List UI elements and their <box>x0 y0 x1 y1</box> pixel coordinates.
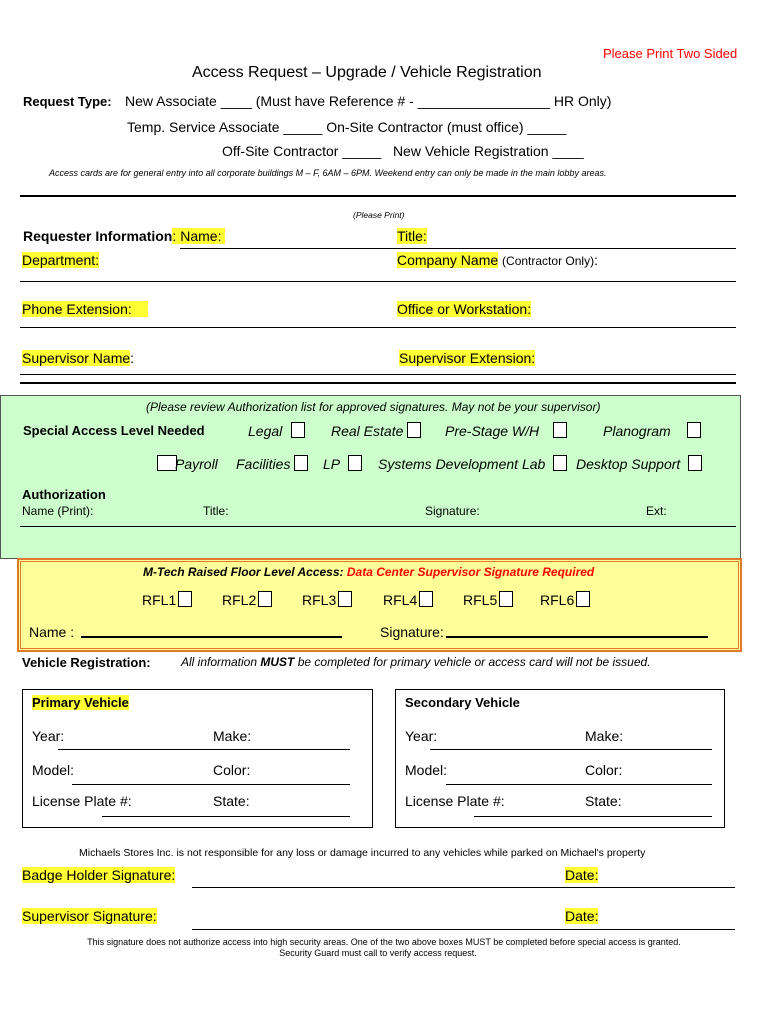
primary-make-label: Make: <box>213 728 252 744</box>
auth-name-print-label: Name (Print): <box>22 504 94 518</box>
vehicle-registration-label: Vehicle Registration: <box>22 655 151 670</box>
primary-year-make-line[interactable] <box>58 749 350 750</box>
checkbox-icon[interactable] <box>338 591 352 607</box>
rfl2-option[interactable]: RFL2 <box>222 591 272 608</box>
department-line <box>20 281 736 282</box>
security-note-line1: This signature does not authorize access into high security areas. One of the two above boxes MUST be completed before special access is granted. <box>87 937 681 947</box>
title-field-label: Title: <box>397 228 427 244</box>
mtech-name-label: Name : <box>29 624 75 640</box>
request-type-line3: Off-Site Contractor _____ New Vehicle Registration ____ <box>222 143 584 159</box>
vehicle-registration-note: All information MUST be completed for primary vehicle or access card will not be issued. <box>181 655 651 669</box>
checkbox-icon[interactable] <box>258 591 272 607</box>
primary-model-label: Model: <box>32 762 75 778</box>
badge-date-label: Date: <box>565 867 599 883</box>
company-name-label: Company Name (Contractor Only): <box>397 252 598 268</box>
supervisor-extension-label: Supervisor Extension: <box>399 350 536 366</box>
option-facilities[interactable]: Facilities <box>236 455 308 472</box>
supervisor-signature-label: Supervisor Signature: <box>22 908 157 924</box>
special-access-box <box>0 395 741 559</box>
checkbox-icon[interactable] <box>178 591 192 607</box>
office-workstation-label: Office or Workstation: <box>397 301 532 317</box>
department-label: Department: <box>22 252 100 268</box>
checkbox-icon[interactable] <box>553 455 567 471</box>
supervisor-double-line <box>20 382 736 384</box>
secondary-state-label: State: <box>585 793 622 809</box>
secondary-year-make-line[interactable] <box>430 749 712 750</box>
secondary-license-state-line[interactable] <box>474 816 712 817</box>
checkbox-icon[interactable] <box>553 422 567 438</box>
supervisor-signature-line[interactable] <box>192 929 735 930</box>
access-card-note: Access cards are for general entry into all corporate buildings M – F, 6AM – 6PM. Weekend entry can only be made in the main lobby areas. <box>49 168 607 178</box>
badge-holder-signature-label: Badge Holder Signature: <box>22 867 176 883</box>
phone-line <box>20 327 736 328</box>
checkbox-icon[interactable] <box>419 591 433 607</box>
supervisor-name-label: Supervisor Name: <box>22 350 135 366</box>
mtech-signature-line[interactable] <box>446 636 708 638</box>
liability-disclaimer: Michaels Stores Inc. is not responsible for any loss or damage incurred to any vehicles while parked on Michael's property <box>79 847 646 859</box>
section-divider <box>20 195 736 197</box>
rfl4-option[interactable]: RFL4 <box>383 591 433 608</box>
secondary-make-label: Make: <box>585 728 624 744</box>
rfl5-option[interactable]: RFL5 <box>463 591 513 608</box>
auth-ext-label: Ext: <box>646 504 667 518</box>
checkbox-icon[interactable] <box>294 455 308 471</box>
primary-model-color-line[interactable] <box>72 784 350 785</box>
request-type-line1: New Associate ____ (Must have Reference # - _________________ HR Only) <box>125 93 612 109</box>
mtech-label: M-Tech Raised Floor Level Access: Data Center Supervisor Signature Required <box>143 565 595 579</box>
secondary-year-label: Year: <box>405 728 438 744</box>
rfl3-option[interactable]: RFL3 <box>302 591 352 608</box>
option-pre-stage[interactable]: Pre-Stage W/H <box>445 422 567 439</box>
option-planogram[interactable]: Planogram <box>603 422 701 439</box>
requester-info-label: Requester Information: Name: <box>23 228 225 244</box>
print-two-sided-note: Please Print Two Sided <box>603 46 738 61</box>
authorization-review-note: (Please review Authorization list for approved signatures. May not be your supervisor) <box>146 400 601 414</box>
rfl1-option[interactable]: RFL1 <box>142 591 192 608</box>
secondary-color-label: Color: <box>585 762 623 778</box>
primary-year-label: Year: <box>32 728 65 744</box>
option-sys-dev-lab[interactable]: Systems Development Lab <box>378 455 567 472</box>
supervisor-date-label: Date: <box>565 908 599 924</box>
checkbox-icon[interactable] <box>687 422 701 438</box>
checkbox-icon[interactable] <box>688 455 702 471</box>
option-payroll[interactable]: Payroll <box>157 455 218 472</box>
special-access-label: Special Access Level Needed <box>23 423 205 438</box>
primary-state-label: State: <box>213 793 250 809</box>
option-lp[interactable]: LP <box>323 455 362 472</box>
supervisor-line <box>20 374 736 375</box>
primary-vehicle-heading: Primary Vehicle <box>32 695 129 710</box>
primary-color-label: Color: <box>213 762 251 778</box>
request-type-line2: Temp. Service Associate _____ On-Site Contractor (must office) _____ <box>127 119 567 135</box>
secondary-model-label: Model: <box>405 762 448 778</box>
primary-license-label: License Plate #: <box>32 793 132 809</box>
checkbox-icon[interactable] <box>157 455 177 471</box>
authorization-line <box>20 526 736 527</box>
option-real-estate[interactable]: Real Estate <box>331 422 421 439</box>
mtech-signature-label: Signature: <box>380 624 444 640</box>
secondary-vehicle-heading: Secondary Vehicle <box>405 695 520 710</box>
checkbox-icon[interactable] <box>499 591 513 607</box>
primary-license-state-line[interactable] <box>102 816 350 817</box>
mtech-name-line[interactable] <box>81 636 342 638</box>
checkbox-icon[interactable] <box>291 422 305 438</box>
checkbox-icon[interactable] <box>407 422 421 438</box>
checkbox-icon[interactable] <box>576 591 590 607</box>
request-type-label: Request Type: <box>23 94 112 109</box>
option-desktop-support[interactable]: Desktop Support <box>576 455 702 472</box>
auth-title-label: Title: <box>203 504 229 518</box>
auth-signature-label: Signature: <box>425 504 480 518</box>
rfl6-option[interactable]: RFL6 <box>540 591 590 608</box>
badge-signature-line[interactable] <box>192 887 735 888</box>
authorization-label: Authorization <box>22 487 106 502</box>
form-title: Access Request – Upgrade / Vehicle Registration <box>192 64 542 81</box>
secondary-license-label: License Plate #: <box>405 793 505 809</box>
secondary-model-color-line[interactable] <box>446 784 712 785</box>
please-print-note: (Please Print) <box>353 210 405 220</box>
security-note-line2: Security Guard must call to verify access request. <box>279 948 477 958</box>
checkbox-icon[interactable] <box>348 455 362 471</box>
option-legal[interactable]: Legal <box>248 422 305 439</box>
phone-extension-label: Phone Extension: <box>22 301 148 317</box>
name-title-line <box>180 248 736 249</box>
